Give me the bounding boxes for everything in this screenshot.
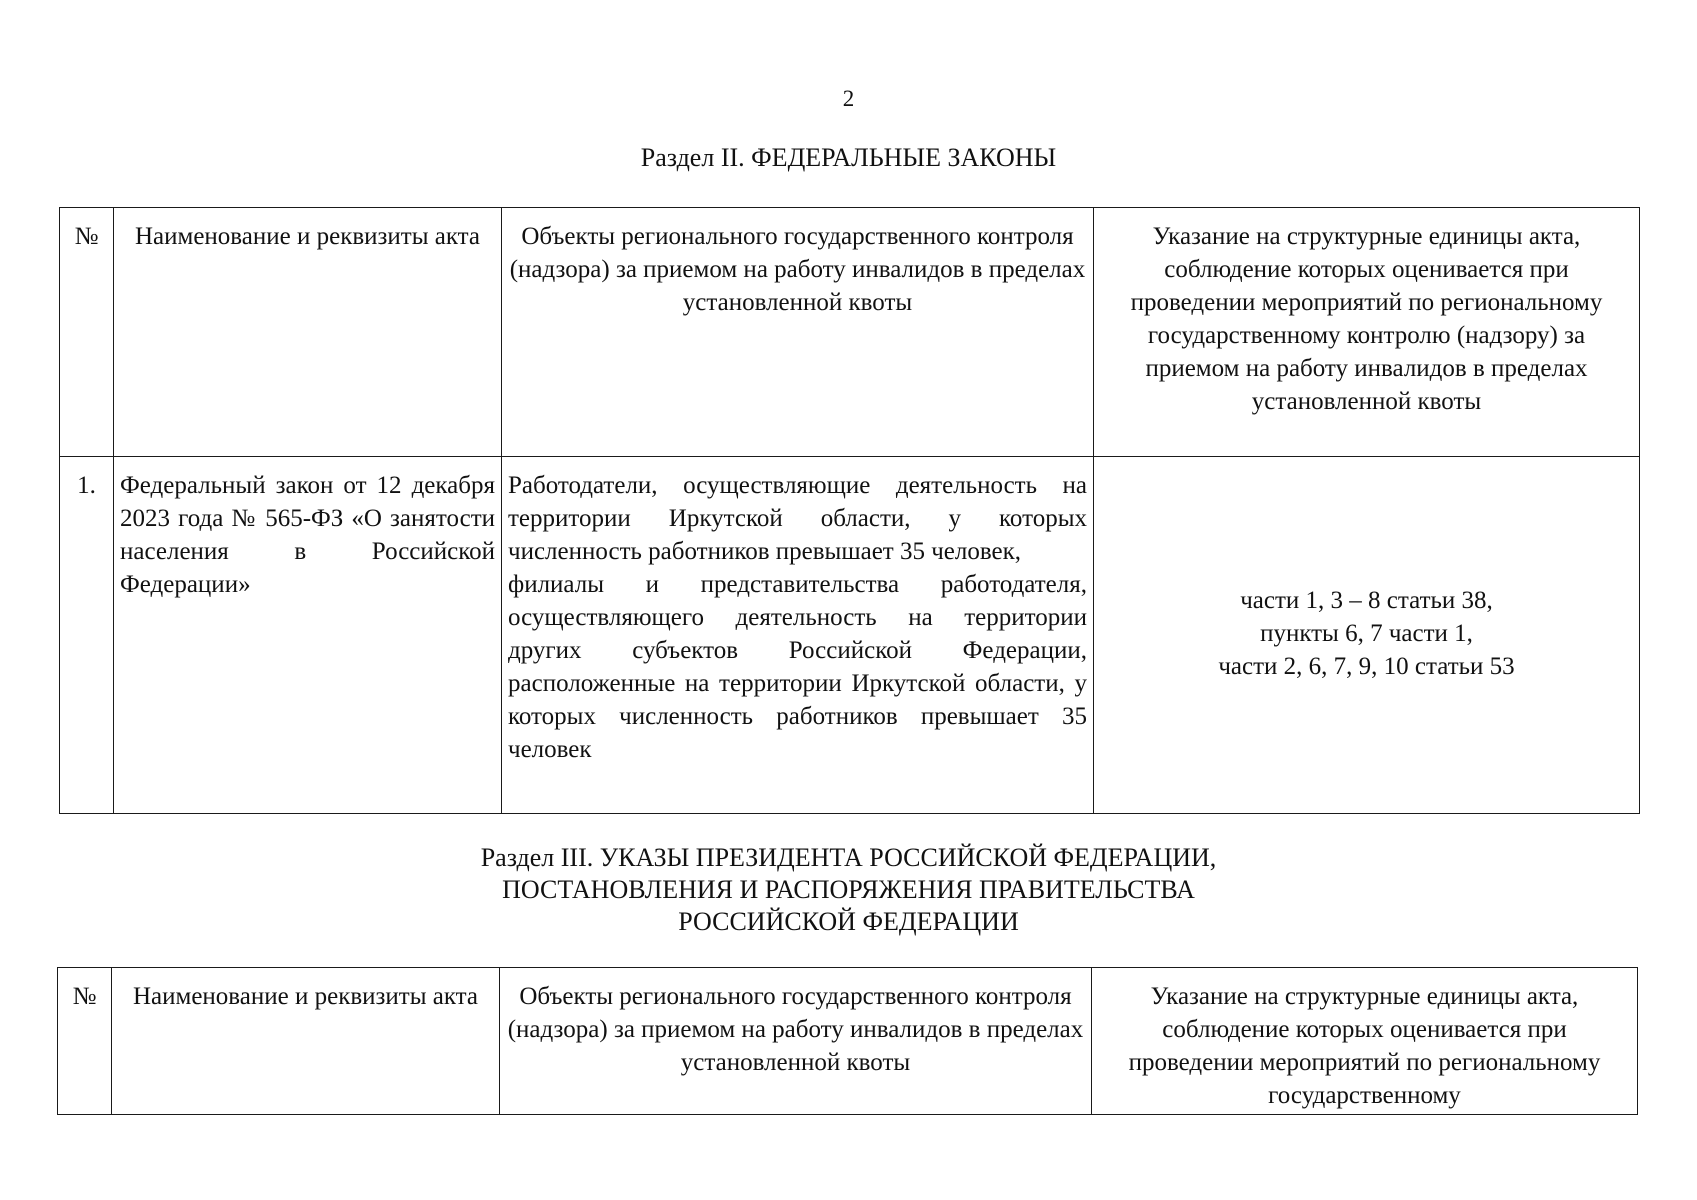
structural-units-cell	[1094, 457, 1640, 814]
page-number: 2	[842, 86, 855, 111]
control-object-employers: Работодатели, осуществляющие деятельность на территории Иркутской области, у которых численность работников превышает 35 человек,	[508, 472, 1087, 565]
header-control-objects: Объекты регионального государственного контроля (надзора) за приемом на работу инвалидов в пределах установленной квоты	[500, 968, 1092, 1115]
section-3-title-line: Раздел III. УКАЗЫ ПРЕЗИДЕНТА РОССИЙСКОЙ ФЕДЕРАЦИИ,	[480, 843, 1217, 872]
table-header-row	[60, 208, 1640, 457]
header-control-objects: Объекты регионального государственного контроля (надзора) за приемом на работу инвалидов в пределах установленной квоты	[502, 208, 1094, 457]
section-3-title-line: РОССИЙСКОЙ ФЕДЕРАЦИИ	[678, 907, 1019, 936]
section-3-title-line: ПОСТАНОВЛЕНИЯ И РАСПОРЯЖЕНИЯ ПРАВИТЕЛЬСТВА	[502, 875, 1195, 904]
header-number: №	[60, 208, 114, 457]
header-act-name: Наименование и реквизиты акта	[112, 968, 500, 1115]
header-number: №	[58, 968, 112, 1115]
control-object-branches: филиалы и представительства работодателя, осуществляющего деятельность на территории других субъектов Российской Федерации, расположенные на территории Иркутской области, у которых численность работников превышает 35 человек	[508, 571, 1087, 763]
structural-units-line: части 1, 3 – 8 статьи 38,	[1240, 586, 1493, 614]
header-structural-units: Указание на структурные единицы акта, соблюдение которых оценивается при проведении мероприятий по региональному государственному	[1092, 968, 1638, 1115]
section-3-table	[57, 967, 1638, 1115]
control-objects-cell	[502, 457, 1094, 814]
table-row	[60, 457, 1640, 814]
header-structural-units: Указание на структурные единицы акта, соблюдение которых оценивается при проведении мероприятий по региональному государственному контролю (надзору) за приемом на работу инвалидов в пределах установленной квоты	[1094, 208, 1640, 457]
structural-units-line: части 2, 6, 7, 9, 10 статьи 53	[1218, 652, 1515, 680]
section-3-title	[0, 842, 1697, 938]
structural-units-line: пункты 6, 7 части 1,	[1260, 619, 1473, 647]
act-name-cell: Федеральный закон от 12 декабря 2023 года № 565-ФЗ «О занятости населения в Российской Федерации»	[114, 457, 502, 814]
section-2-table	[59, 207, 1640, 814]
row-number: 1.	[60, 457, 114, 814]
table-header-row	[58, 968, 1638, 1115]
section-2-title: Раздел II. ФЕДЕРАЛЬНЫЕ ЗАКОНЫ	[640, 143, 1057, 172]
header-act-name: Наименование и реквизиты акта	[114, 208, 502, 457]
